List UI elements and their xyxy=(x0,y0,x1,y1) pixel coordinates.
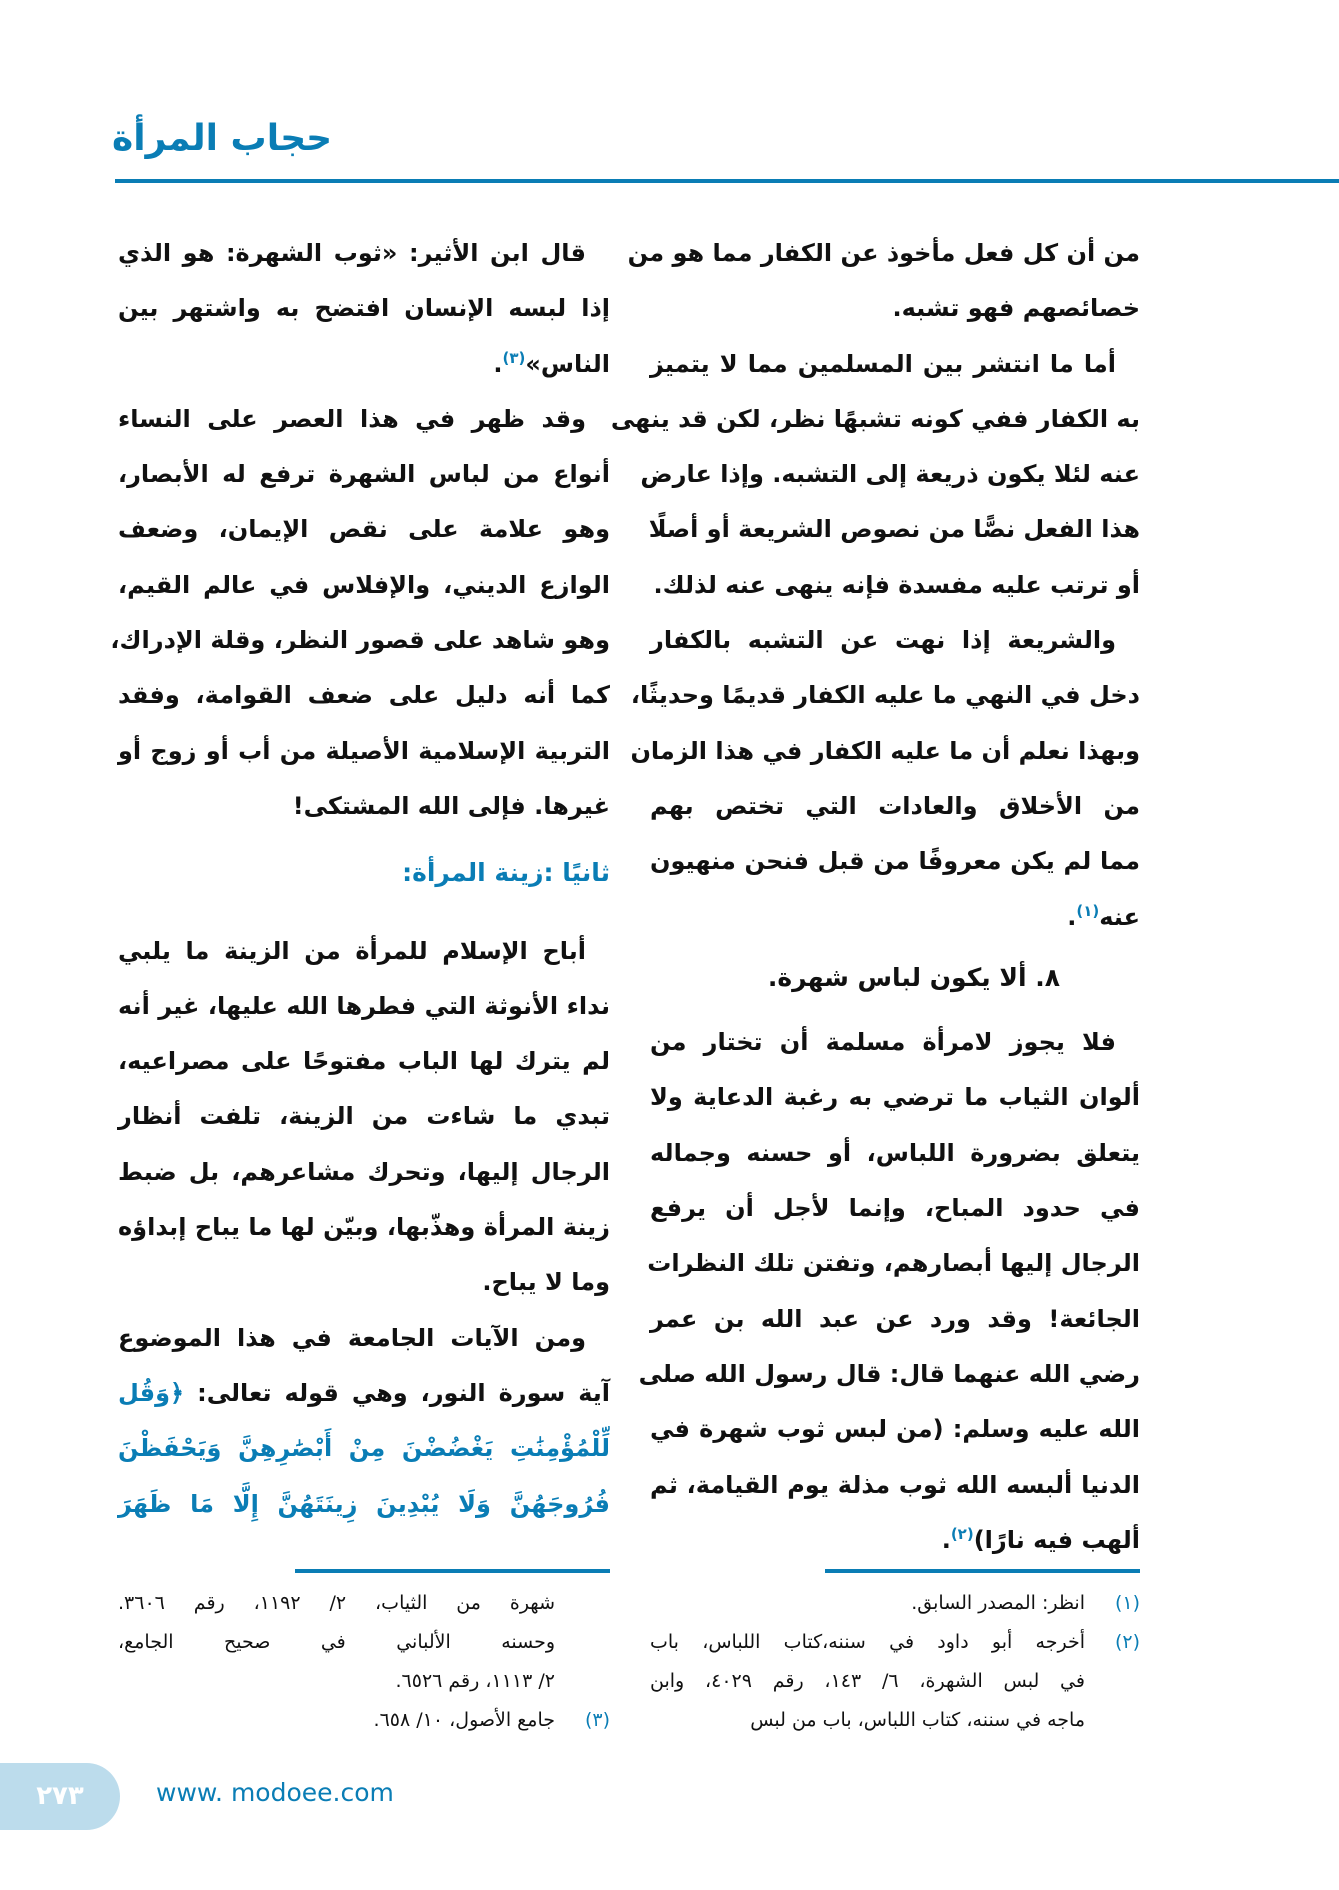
text-line xyxy=(650,834,1140,889)
footnote-line: جامع الأصول، ١٠/ ٦٥٨. xyxy=(373,1709,555,1731)
text-line xyxy=(118,281,610,336)
right-column xyxy=(610,226,1140,1568)
line-text: أو ترتب عليه مفسدة فإنه ينهى عنه لذلك. xyxy=(653,570,1140,599)
text-line xyxy=(118,1421,610,1476)
footnote-line: أخرجه أبو داود في سننه،كتاب اللباس، باب xyxy=(650,1631,1085,1653)
text-line xyxy=(118,226,610,281)
text-line xyxy=(647,1236,1140,1291)
text-line xyxy=(627,226,1140,281)
line-text: كما أنه دليل على ضعف القوامة، وفقد xyxy=(118,681,610,710)
line-text: رضي الله عنهما قال: قال رسول الله صلى xyxy=(638,1359,1140,1388)
line-text: والشريعة إذا نهت عن التشبه بالكفار xyxy=(650,626,1116,655)
text-line xyxy=(650,281,1140,336)
footnote-rule-left xyxy=(295,1569,610,1573)
line-text: هذا الفعل نصًّا من نصوص الشريعة أو أصلًا xyxy=(648,515,1140,544)
line-text: الله عليه وسلم: (من لبس ثوب شهرة في xyxy=(650,1415,1140,1444)
text-line xyxy=(638,1347,1140,1402)
text-line xyxy=(118,668,610,723)
book-title: حجاب المرأة xyxy=(112,118,333,159)
text-line xyxy=(118,1200,610,1255)
line-text: وبهذا نعلم أن ما عليه الكفار في هذا الزمان xyxy=(630,736,1140,765)
text-line xyxy=(650,1070,1140,1125)
quran-verse: فُرُوجَهُنَّ وَلَا يُبْدِينَ زِينَتَهُنَّ إِلَّا مَا ظَهَرَ xyxy=(118,1489,610,1518)
text-line xyxy=(118,558,610,613)
text-line xyxy=(118,447,610,502)
text-line xyxy=(650,1402,1140,1457)
line-text: عنه xyxy=(1099,902,1140,931)
text-line xyxy=(610,392,1140,447)
line-text: قال ابن الأثير: «ثوب الشهرة: هو الذي xyxy=(118,239,586,267)
quran-verse: ﴿وَقُل xyxy=(118,1378,185,1407)
punctuation: . xyxy=(1067,902,1077,931)
footnote-line: وحسنه الألباني في صحيح الجامع، xyxy=(118,1631,555,1653)
text-line xyxy=(118,1477,610,1532)
paragraph xyxy=(610,337,1140,613)
line-text: آية سورة النور، وهي قوله تعالى: xyxy=(184,1378,610,1407)
text-line xyxy=(650,1015,1140,1070)
text-line xyxy=(118,502,610,557)
line-text: في حدود المباح، وإنما لأجل أن يرفع xyxy=(650,1194,1140,1223)
line-text: الرجال إليها، وتحرك مشاعرهم، بل ضبط xyxy=(118,1157,610,1186)
paragraph xyxy=(118,226,610,392)
text-line xyxy=(640,447,1140,502)
line-text: من الأخلاق والعادات التي تختص بهم xyxy=(650,791,1140,820)
line-text: عنه لئلا يكون ذريعة إلى التشبه. وإذا عارض xyxy=(640,460,1140,489)
text-line xyxy=(118,924,610,979)
line-text: أنواع من لباس الشهرة ترفع له الأبصار، xyxy=(118,460,610,489)
text-line xyxy=(630,724,1140,779)
footnote xyxy=(118,1701,610,1740)
header-rule xyxy=(115,179,1339,183)
text-line xyxy=(118,724,610,779)
paragraph xyxy=(638,1015,1140,1568)
footnote-marker: (١) xyxy=(1076,901,1100,920)
text-line xyxy=(650,1513,1140,1568)
line-text: أما ما انتشر بين المسلمين مما لا يتميز xyxy=(650,349,1116,378)
text-line xyxy=(118,779,610,834)
line-text: فلا يجوز لامرأة مسلمة أن تختار من xyxy=(650,1028,1116,1057)
line-text: الدنيا ألبسه الله ثوب مذلة يوم القيامة، ثم xyxy=(650,1470,1140,1499)
footnote xyxy=(650,1623,1140,1740)
section-heading: ثانيًا :زينة المرأة: xyxy=(402,858,610,888)
text-line xyxy=(118,1366,610,1421)
line-text: دخل في النهي ما عليه الكفار قديمًا وحديثًا، xyxy=(630,681,1140,710)
line-text: الرجال إليها أبصارهم، وتفتن تلك النظرات xyxy=(647,1249,1140,1278)
line-text: وهو شاهد على قصور النظر، وقلة الإدراك، xyxy=(110,626,610,655)
line-text: وهو علامة على نقص الإيمان، وضعف xyxy=(118,515,610,544)
left-column xyxy=(110,226,610,1532)
line-text: الوازع الديني، والإفلاس في عالم القيم، xyxy=(118,570,610,599)
paragraph xyxy=(110,392,610,834)
text-line xyxy=(650,1181,1140,1236)
paragraph xyxy=(627,226,1140,337)
line-text: يتعلق بضرورة اللباس، أو حسنه وجماله xyxy=(650,1138,1140,1167)
footnotes-right xyxy=(650,1584,1140,1740)
line-text: التربية الإسلامية الأصيلة من أب أو زوج أو xyxy=(118,736,610,765)
line-text: غيرها. فإلى الله المشتكى! xyxy=(292,791,610,820)
line-text: من أن كل فعل مأخوذ عن الكفار مما هو من xyxy=(627,239,1140,267)
footnote-number: (٣) xyxy=(584,1709,610,1731)
text-line xyxy=(118,337,610,392)
line-text: وما لا يباح. xyxy=(482,1268,610,1297)
line-text: ومن الآيات الجامعة في هذا الموضوع xyxy=(118,1323,586,1352)
text-line xyxy=(650,779,1140,834)
text-line xyxy=(118,392,610,447)
line-text: أباح الإسلام للمرأة من الزينة ما يلبي xyxy=(118,936,586,965)
line-text: به الكفار ففي كونه تشبهًا نظر، لكن قد ينهى xyxy=(610,404,1140,433)
paragraph xyxy=(630,613,1140,945)
line-text: وقد ظهر في هذا العصر على النساء xyxy=(118,404,586,433)
line-text: خصائصهم فهو تشبه. xyxy=(892,294,1140,323)
text-line xyxy=(630,668,1140,723)
website-link[interactable]: www. modoee.com xyxy=(156,1778,394,1807)
text-line xyxy=(118,1089,610,1144)
text-line xyxy=(650,1126,1140,1181)
quran-verse: لِّلْمُؤْمِنَٰتِ يَغْضُضْنَ مِنْ أَبْصَٰرِهِنَّ وَيَحْفَظْنَ xyxy=(118,1434,610,1463)
line-text: إذا لبسه الإنسان افتضح به واشتهر بين xyxy=(118,294,610,323)
text-line xyxy=(650,890,1140,945)
text-line xyxy=(650,613,1140,668)
text-line xyxy=(650,337,1140,392)
text-line xyxy=(118,1034,610,1089)
text-line xyxy=(118,1255,610,1310)
line-text: مما لم يكن معروفًا من قبل فنحن منهيون xyxy=(650,847,1140,876)
text-line xyxy=(118,1145,610,1200)
text-line xyxy=(650,1458,1140,1513)
line-text: ألوان الثياب ما ترضي به رغبة الدعاية ولا xyxy=(650,1083,1140,1112)
footnote-line: انظر: المصدر السابق. xyxy=(911,1592,1085,1614)
line-text: زينة المرأة وهذّبها، وبيّن لها ما يباح إبداؤه xyxy=(118,1213,610,1242)
paragraph xyxy=(118,924,610,1311)
text-line xyxy=(118,979,610,1034)
footnote-rule-right xyxy=(825,1569,1140,1573)
section-heading: ٨. ألا يكون لباس شهرة. xyxy=(767,962,1060,992)
footnote-line: شهرة من الثياب، ٢/ ١١٩٢، رقم ٣٦٠٦. xyxy=(118,1592,555,1614)
line-text: تبدي ما شاءت من الزينة، تلفت أنظار xyxy=(118,1102,610,1131)
line-text: لم يترك لها الباب مفتوحًا على مصراعيه، xyxy=(118,1047,610,1076)
footnote xyxy=(118,1584,610,1701)
line-text: نداء الأنوثة التي فطرها الله عليها، غير أنه xyxy=(118,991,610,1020)
paragraph xyxy=(118,1311,610,1532)
punctuation: . xyxy=(941,1525,951,1554)
line-text: ألهب فيه نارًا) xyxy=(973,1525,1140,1554)
text-line xyxy=(650,1292,1140,1347)
text-line xyxy=(118,1311,610,1366)
line-text: الجائعة! وقد ورد عن عبد الله بن عمر xyxy=(650,1304,1140,1333)
footnote-line: ٢/ ١١١٣، رقم ٦٥٢٦. xyxy=(395,1670,555,1692)
footnotes-left xyxy=(118,1584,610,1740)
footnote-line: في لبس الشهرة، ٦/ ١٤٣، رقم ٤٠٢٩، وابن xyxy=(650,1670,1085,1692)
footnote-marker: (٣) xyxy=(502,348,526,367)
footnote-line: ماجه في سننه، كتاب اللباس، باب من لبس xyxy=(750,1709,1085,1731)
footnote xyxy=(650,1584,1140,1623)
text-line xyxy=(650,502,1140,557)
footnote-number: (٢) xyxy=(1114,1631,1140,1653)
text-line xyxy=(110,613,610,668)
footnote-marker: (٢) xyxy=(950,1524,974,1543)
footnote-number: (١) xyxy=(1114,1592,1140,1614)
text-line xyxy=(650,558,1140,613)
line-text: الناس» xyxy=(525,349,610,378)
punctuation: . xyxy=(493,349,503,378)
page-number: ٢٧٣ xyxy=(0,1763,120,1830)
